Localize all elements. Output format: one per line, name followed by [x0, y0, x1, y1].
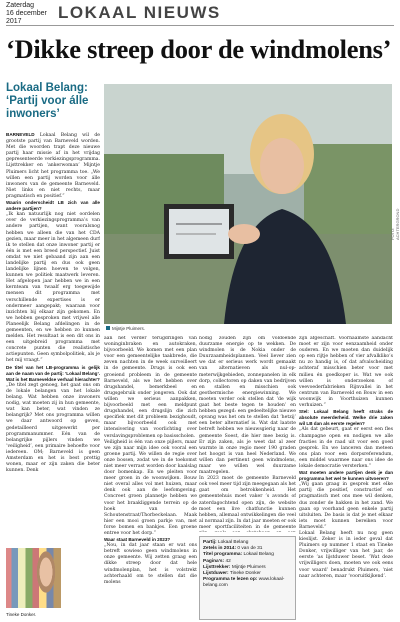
question: Wat moeten andere partijen denk je dan programma het wel te kunnen uitvoeren?: [299, 470, 393, 482]
paragraph: nodig zouden zijn om voldoende duurzame energie op te wekken. De windmolen is de Nokia onder de Duurzaamheidsplannen. Veel liever zien we dat er serieus werk wordt gemaakt van alternatieven als nul-op-meterwijkgebieden, zonnepanelen in elk dorp, collectoren op daken van bedrijven en stallen en misschien ook geothermische energiewinning. We moeten verder ook stellen dat ‘de wijk gaat het beste tegen te houden’ en hebben gezegd: een gedeeltelijke nieuwe opvang was het om te stellen dat ‘hetzij’ een beter alternatief is. Wat dat laatste betreft hebben we nieuwsgierig naar de gemeente Soest, die hier mee bezig is. Er zijn zaken, als je weet dat al zeer warmte in onze regio meer 190 graden het hoogst is van heel Nederland. We willen dan pertinent geen windmolens, maar we willen wel duurzame maatregelen.: [199, 336, 296, 476]
article-column-1: [6, 132, 100, 544]
subhead-line: ‘Partij voor álle: [6, 95, 89, 107]
photo-caption: [106, 326, 145, 331]
paragraph: „Wij gaan graag in gesprek met elke partij die positief, constructief en pragmatisch met ons mee wil denken, dus zonder de hakken in het zand. We gaan op voorhand geen enkele partij uitsluiten. De basis is dat je met elkaar iets moet kunnen bereiken voor Barneveld.”: [299, 482, 393, 530]
paragraph: aan het verder terugdringen van woninginbraken en autokraken, bijvoorbeeld. We komen met een plan voor een gemeentelijke taakbrede, die zeven nachten in de week surveilleert in de gemeente. Drugs is ook een groeiend probleem in de gemeente Barneveld, als we het hebben over drugshandel, bemerkbeel en drugsgebruik onder jongeren. Ook dat willen we serieus aanpakken, bijvoorbeeld met een meldpunt drugshandel, een drugslijn die zich specifiek met dit probleem bezighoudt, maar bijvoorbeeld ook met intensivering van voorlichting over verslavingsproblemen op basisscholen.: [104, 336, 197, 439]
photo-caption-text: Mijntje Pluimers.: [112, 326, 146, 331]
fact-key: Pagina’s:: [203, 558, 225, 564]
masthead: [6, 0, 394, 26]
main-photo: [104, 84, 392, 324]
paragraph-text: Lokaal Belang wil de grootste partij van Barneveld worden. Met die woorden trapt deze nieuwe partij haar missie af in het vrijdag gepresenteerde verkiezingsprogramma. Lijsttrekker en ‘ankerwoman’ Mijntje Pluimers licht het programma toe. „We willen een partij worden voor álle inwoners van de gemeente Barneveld. Niet links en niet rechts, maar pragmatisch en positief.”: [6, 133, 100, 199]
issue-day: Zaterdag: [6, 2, 35, 9]
section-title: LOKAAL NIEUWS: [58, 3, 221, 22]
fact-key: Partij:: [203, 540, 217, 545]
photo-credit: FOTO: ACHTERGROND: [390, 208, 400, 240]
photo-illustration: [104, 84, 392, 324]
question: Waar staat Barneveld in 2023?: [104, 537, 171, 543]
fact-key: Zetels in 2014:: [203, 546, 237, 552]
inset-caption: Tineke Donker.: [6, 612, 37, 617]
question: Stel: Lokaal Belang heeft straks de absolute meerderheid. Welke drie zaken wil LB dan als eerste regelen?: [299, 409, 393, 427]
fact-link[interactable]: www.lokaal-belang.com: [203, 577, 285, 589]
article-column-3: [199, 336, 296, 532]
paragraph: „Ik kan natuurlijk nog niet oordelen over de verkiezingsprogramma’s van andere partijen, want vooralsnog hebben we alleen die van het CDA gezien, maar meer in het algemeen durf ik te stellen dat onze inwoner partij er één is met een breed perspectief. Juist omdat we niet gebaand zijn aan een landelijke partij en dus ook geen landelijke lijnen hoeven te volgen, kunnen we politiek maatwerk leveren. Het afgelopen jaar hebben we in een kernteam van twaalf erg toegewijde mensen dit programma met verschillende expertises is er ondermeer aangepakt; waaraan voor inzichten bij elkaar zijn gekomen. En we hebben gesproken met vrijwel alle Planeelijk Belang afdelingen in de gemeenten, en we hebben zo kunnen melden. Het resultaat is een dit ons in een uitgebreid programma met concrete punten die realistische actiepunten. Geen symbolpolitiek, als je het mij vraagt.”: [6, 212, 100, 364]
fact-row: [203, 577, 292, 589]
fact-value: Lokaal Belang: [217, 540, 249, 545]
fact-key: Programma te lezen op:: [203, 577, 258, 583]
subhead-line: Lokaal Belang:: [6, 82, 88, 94]
fact-key: Titel programma:: [203, 552, 243, 558]
fact-value: Mijntje Pluimers: [231, 564, 266, 570]
fact-value: Lokaal Belang: [243, 552, 274, 558]
issue-date-text: 16 december: [6, 10, 47, 17]
question: De titel van het LB-programma is gelijk aan de naam van de partij: ‘Lokaal Belang’. Wat is het Barneveldse verhaal hierachter?: [6, 364, 100, 382]
fact-value: Tineke Donker: [229, 571, 261, 577]
question: Waarin onderscheidt LB zich van alle andere partijen?: [6, 200, 100, 212]
subheadline: [6, 82, 101, 121]
inset-person: [30, 548, 62, 608]
paragraph: „De titel zegt genoeg, het gaat ons om de lokale belangen van het lokale belang. Wat hebben onze inwoners nodig, wat moeten zij in hun gemeente, wat kan beter, wat vinden ze belangrijk? Met ons programma willen we daar antwoord op geven, gedetailleerd uitgewerkt per programmanummer. Eén van de belangrijke pijlers vinden we ‘veiligheid’, een primaire behoefte voor iedereen. OM; Barneveld is geen Amsterdam en het is best prettig wonen, maar er zijn zaken die beter kunnen. Denk: [6, 382, 100, 474]
caption-marker-icon: [106, 326, 110, 330]
headline: ‘Dikke streep door de windmolens’: [6, 34, 392, 64]
article-column-4: [299, 336, 393, 618]
fact-box: [199, 536, 296, 620]
paragraph: Veiligheid is één van onze pijlers, maar we zijn naar mijn idee ook vooral een groene partij. We willen de regie over onze bossen, zodat we in de toekomst niet meer verrast worden door kaalslag door bomenkap. En we pleiten voor meer groen in de woonwijken. Bouw niet overal alles vol met huizen, maar denk ook aan de leefomgeving. Concreet groen plannetje hebben we voor het braakliggende terrein op de hoek van de Schoutenstraat/Thorbeckelaan. Maak hier een mooi groen parkje van, met forse bomen en bankjes. Een groene entree voor het dorp.”: [104, 439, 197, 536]
fact-key: Lijsttrekker:: [203, 564, 231, 570]
paragraph: „Als dat gebeurt, gaat er eerst een fles champagne open en nodigen we alle fracties in de raad uit voor een goed gesprek. En we lanceren dan meteen ons plan voor een dorpsreferendum, een middel waarmee naar ons idee de lokale democratie versterken.”: [299, 427, 393, 469]
fact-key: Lijstduwer:: [203, 571, 229, 577]
fact-value: 42: [225, 558, 231, 564]
dateline: BARNEVELD: [6, 132, 35, 137]
paragraph: [6, 132, 100, 200]
paragraph: „Nou, in dat jaar staan er wat ons betreft sowieso geen windmolens in onze gemeente. Wij zetten graag een dikke streep door dat hele windmolenplan, het is volstrekt achterhaald om te stellen dat die molens: [104, 543, 197, 585]
fact-value: 0 van de 31: [237, 546, 263, 552]
paragraph: zijn afgeschaft. Voornaamste aandacht moet er zijn voor eenzaamheid onder ouderen. En we moeten dan duidelijk op een rijtje hebben of vier afvalkliko’s nu zo handig is, of dat afvalscheiding achteraf misschien beter voor met milieu én goedkoper is. Wat we ook willen is onderzoeken of veevoederfabrieken Rijnvallei in het centrum van Barneveld en Bouw in een woonwijk in Voorthuizen kunnen verhuizen.”: [299, 336, 393, 409]
issue-year: 2017: [6, 18, 22, 25]
article-column-2: [104, 336, 197, 618]
issue-date: [6, 2, 58, 26]
paragraph: In 2023 moet de gemeente Barneveld ook veel meer tijd zijn meegegaan als het gaat om betrokkenheid. Het gemeentehuis moet vaker ’s avonds of zaterdagochtend open zijn, de website moet een live chatfunctie kunnen hebben, allemaal ontwikkelingen die veel al normaal zijn. In dat jaar moeten er ook meer sportfaciliteiten in de gemeente: [199, 476, 296, 530]
subhead-line: inwoners’: [6, 108, 60, 120]
paragraph: Lokaal Belang heeft nu nog geen kieslijst. Zeker is in ieder geval dat Pluimers op nummer 1 staat en Tineke Donker, vrijwilliger van het jaar, de eerste ‘as lijstduwer beset. ‘Wat deze vrijwilligers doen, moeten we ook eens voor waard’ benadrukt Pluimers, ‘niet naar achteren, maar ‘vooruitkijkend’.: [299, 531, 393, 579]
